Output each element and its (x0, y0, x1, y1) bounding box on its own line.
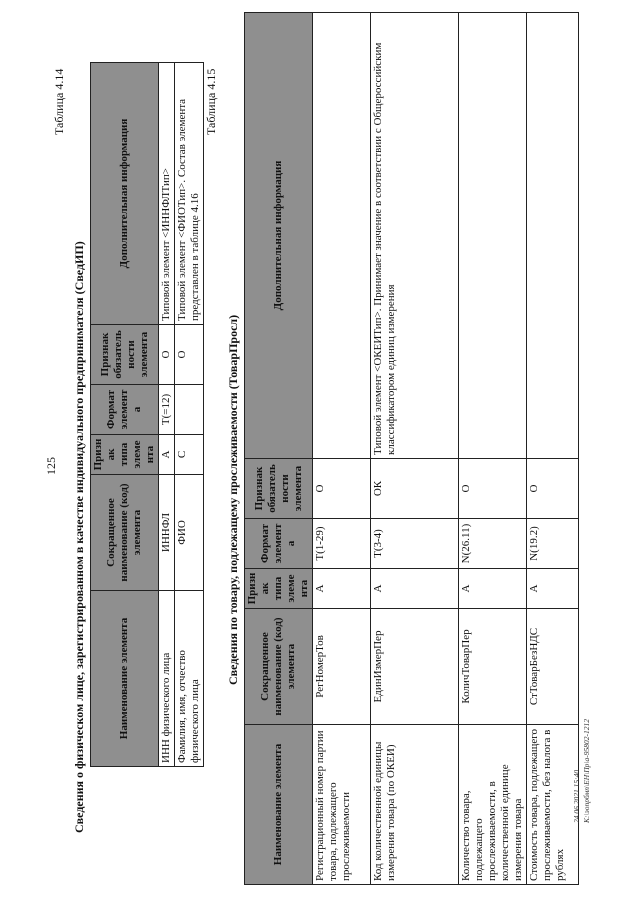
table-4-15-caption: Таблица 4.15 (204, 68, 218, 135)
cell-info (527, 13, 579, 459)
cell-required: О (175, 325, 204, 385)
cell-info: Типовой элемент <ИННФЛТип> (159, 63, 175, 325)
column-header-name: Наименование элемента (245, 725, 313, 885)
cell-code: КоличТоварПер (459, 609, 527, 725)
cell-info (459, 13, 527, 459)
cell-required: О (313, 459, 371, 519)
column-header-required: Признак обязательности элемента (245, 459, 313, 519)
cell-name: ИНН физического лица (159, 591, 175, 767)
cell-format: N(19.2) (527, 519, 579, 569)
table-4-15-heading: Сведения по товару, подлежащему прослеживаемости (ТоварПросл) (226, 314, 240, 685)
cell-name: Регистрационный номер партии товара, подлежащего прослеживаемости (313, 725, 371, 885)
cell-type: А (371, 569, 459, 609)
table-row (175, 63, 204, 767)
cell-format: Т(3-4) (371, 519, 459, 569)
column-header-code: Сокращенное наименование (код) элемента (245, 609, 313, 725)
cell-format: Т(=12) (159, 385, 175, 435)
table-4-14-header-row (91, 63, 159, 767)
cell-required: О (527, 459, 579, 519)
column-header-format: Формат элемента (91, 385, 159, 435)
cell-name: Код количественной единицы измерения товара (по ОКЕИ) (371, 725, 459, 885)
cell-name: Фамилия, имя, отчество физического лица (175, 591, 204, 767)
print-footer (572, 719, 592, 823)
column-header-info: Дополнительная информация (91, 63, 159, 325)
cell-type: С (175, 435, 204, 475)
cell-code: СтТоварБезНДС (527, 609, 579, 725)
column-header-type: Признак типа элемента (245, 569, 313, 609)
table-row (459, 13, 527, 885)
table-row (159, 63, 175, 767)
cell-type: А (313, 569, 371, 609)
table-4-14 (90, 62, 204, 767)
cell-type: А (159, 435, 175, 475)
column-header-info: Дополнительная информация (245, 13, 313, 459)
column-header-name: Наименование элемента (91, 591, 159, 767)
cell-format (175, 385, 204, 435)
cell-type: А (527, 569, 579, 609)
column-header-type: Признак типа элемента (91, 435, 159, 475)
table-4-14-caption: Таблица 4.14 (52, 68, 66, 135)
column-header-code: Сокращенное наименование (код) элемента (91, 475, 159, 591)
cell-code: ИННФЛ (159, 475, 175, 591)
print-timestamp: 24.06.2021 15:40 (572, 769, 581, 823)
table-4-15-header-row (245, 13, 313, 885)
cell-required: ОК (371, 459, 459, 519)
cell-format: Т(1-29) (313, 519, 371, 569)
table-row (313, 13, 371, 885)
cell-required: О (159, 325, 175, 385)
cell-format: N(26.11) (459, 519, 527, 569)
document-path: К:\эопрбмп\ЕН\Пр\а-95802-1212 (582, 719, 591, 823)
cell-name: Количество товара, подлежащего прослеживаемости, в количественной единице измерения товара (459, 725, 527, 885)
cell-info: Типовой элемент <ФИОТип>. Состав элемента представлен в таблице 4.16 (175, 63, 204, 325)
table-4-15 (244, 12, 579, 885)
cell-code: РегНомерТов (313, 609, 371, 725)
column-header-required: Признак обязательности элемента (91, 325, 159, 385)
cell-code: ФИО (175, 475, 204, 591)
cell-code: ЕдинИзмерПер (371, 609, 459, 725)
page-number: 125 (44, 457, 58, 475)
column-header-format: Формат элемента (245, 519, 313, 569)
cell-required: О (459, 459, 527, 519)
cell-type: А (459, 569, 527, 609)
table-4-14-heading: Сведения о физическом лице, зарегистрированном в качестве индивидуального предпринимателя (СведИП) (72, 241, 86, 833)
cell-info: Типовой элемент <ОКЕИТип>. Принимает значение в соответствии с Общероссийским классификатором единиц измерения (371, 13, 459, 459)
cell-info (313, 13, 371, 459)
cell-name: Стоимость товара, подлежащего прослеживаемости, без налога в рублях (527, 725, 579, 885)
table-row (527, 13, 579, 885)
table-row (371, 13, 459, 885)
